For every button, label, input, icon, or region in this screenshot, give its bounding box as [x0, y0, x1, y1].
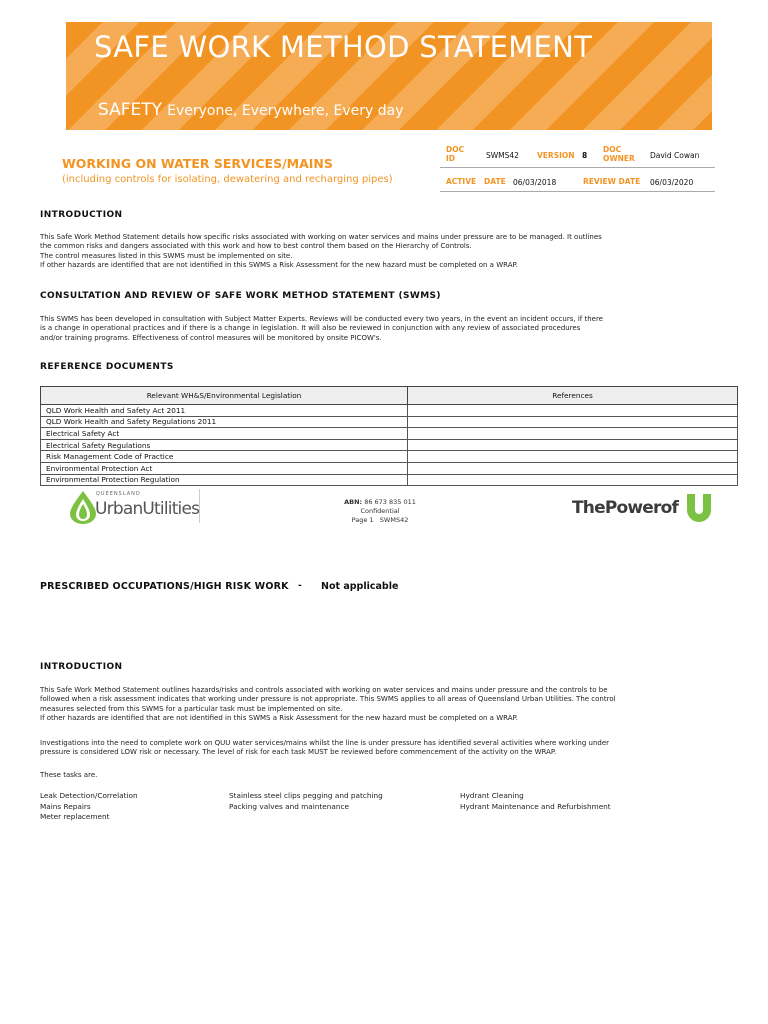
page-number: Page 1: [351, 516, 374, 524]
reference-cell: [408, 416, 738, 428]
intro-line: The control measures listed in this SWMS must be implemented on site.: [40, 251, 293, 260]
column-header-legislation: Relevant WH&S/Environmental Legislation: [41, 387, 408, 405]
page-line: [300, 516, 460, 524]
doc-owner-label: DOC OWNER: [603, 145, 635, 163]
logo-divider: [199, 489, 200, 523]
reference-cell: [408, 428, 738, 440]
table-row: [41, 474, 738, 486]
tasks-intro: These tasks are.: [40, 771, 98, 779]
u-letter: U: [699, 512, 700, 513]
doc-ref: SWMS42: [379, 516, 409, 524]
document-title: WORKING ON WATER SERVICES/MAINS: [62, 156, 333, 171]
intro2-line: followed when a risk assessment indicates that working under pressure is not appropriate. This SWMS applies to all areas of Queensland Urban Utilities. The control: [40, 695, 616, 704]
intro2-line: If other hazards are identified that are not identified in this SWMS a Risk Assessment for the new hazard must be completed on a WRAP.: [40, 713, 518, 722]
intro-line: This Safe Work Method Statement details how specific risks associated with working on water services and mains under pressure are to be managed. It outlines: [40, 233, 602, 241]
introduction-heading-2: INTRODUCTION: [40, 662, 123, 672]
intro2-line: measures selected from this SWMS for a particular task must be implemented on site.: [40, 704, 343, 713]
document-subtitle: (including controls for isolating, dewatering and recharging pipes): [62, 174, 393, 185]
tasks-column-3: [460, 791, 611, 812]
table-row: [41, 451, 738, 463]
power-text: ThePowerof: [572, 498, 679, 518]
tasks-column-2: [229, 791, 383, 812]
introduction-text-2: [40, 686, 730, 723]
table-row: [41, 439, 738, 451]
meta-divider: [440, 191, 715, 192]
reference-heading: REFERENCE DOCUMENTS: [40, 362, 174, 372]
prescribed-value: Not applicable: [321, 581, 399, 592]
consult-line: This SWMS has been developed in consultation with Subject Matter Experts. Reviews will be conducted every two years, in the event an incident occurs, if there: [40, 315, 603, 323]
legislation-cell: QLD Work Health and Safety Regulations 2011: [41, 416, 408, 428]
review-date-label: REVIEW DATE: [583, 177, 641, 186]
legislation-cell: Environmental Protection Act: [41, 462, 408, 474]
abn-line: [300, 498, 460, 506]
review-date-value: 06/03/2020: [650, 178, 694, 187]
consultation-heading: CONSULTATION AND REVIEW OF SAFE WORK METHOD STATEMENT (SWMS): [40, 291, 441, 301]
task-item: Leak Detection/Correlation: [40, 791, 138, 800]
active-label: ACTIVE: [446, 177, 477, 186]
urban-utilities-logo: [66, 487, 206, 527]
active-date-value: 06/03/2018: [513, 178, 557, 187]
table-row: [41, 462, 738, 474]
abn-label: ABN:: [344, 498, 363, 506]
reference-table: [40, 386, 738, 486]
table-row: [41, 416, 738, 428]
task-item: Stainless steel clips pegging and patching: [229, 791, 383, 800]
logo-big-text: UrbanUtilities: [95, 499, 200, 519]
task-item: Packing valves and maintenance: [229, 801, 349, 811]
consult-line: and/or training programs. Effectiveness of control measures will be monitored by onsite PICOW's.: [40, 333, 382, 342]
date-label: DATE: [484, 177, 506, 186]
reference-cell: [408, 405, 738, 417]
banner-title: SAFE WORK METHOD STATEMENT: [94, 30, 593, 64]
investigation-line: pressure is considered LOW risk or necessary. The level of risk for each task MUST be reviewed before commencement of the activity on the WRAP.: [40, 748, 557, 757]
tasks-column-1: [40, 791, 138, 823]
reference-cell: [408, 462, 738, 474]
consult-line: is a change in operational practices and if there is a change in legislation. It will also be reviewed in conjunction with any review of associated procedures: [40, 324, 581, 333]
logo-small-text: QUEENSLAND: [96, 491, 141, 497]
task-item: Meter replacement: [40, 812, 110, 821]
version-label: VERSION: [537, 151, 575, 160]
header-banner: [66, 22, 712, 130]
consultation-text: [40, 315, 730, 343]
introduction-heading: INTRODUCTION: [40, 210, 123, 220]
table-header-row: [41, 387, 738, 405]
u-icon: [683, 492, 715, 524]
safety-word: SAFETY: [98, 100, 163, 120]
abn-value: 86 673 835 011: [364, 498, 416, 506]
banner-tagline: [98, 100, 404, 120]
legislation-cell: Risk Management Code of Practice: [41, 451, 408, 463]
task-item: Hydrant Maintenance and Refurbishment: [460, 801, 611, 811]
doc-id-label: DOC ID: [446, 145, 465, 163]
confidential-text: Confidential: [360, 507, 400, 515]
intro-line: the common risks and dangers associated with this work and how to best control them based on the Hierarchy of Controls.: [40, 242, 472, 251]
column-header-references: References: [408, 387, 738, 405]
legislation-cell: Electrical Safety Regulations: [41, 439, 408, 451]
reference-cell: [408, 439, 738, 451]
tagline-text: Everyone, Everywhere, Every day: [167, 103, 404, 119]
reference-cell: [408, 451, 738, 463]
table-row: [41, 428, 738, 440]
power-of-u-logo: [572, 492, 715, 526]
legislation-cell: Environmental Protection Regulation: [41, 474, 408, 486]
doc-owner-value: David Cowan: [650, 151, 700, 160]
table-row: [41, 405, 738, 417]
intro-line: If other hazards are identified that are not identified in this SWMS a Risk Assessment for the new hazard must be completed on a WRAP.: [40, 260, 518, 269]
legislation-cell: Electrical Safety Act: [41, 428, 408, 440]
investigation-text: [40, 739, 730, 758]
introduction-text: [40, 233, 730, 270]
intro2-line: This Safe Work Method Statement outlines hazards/risks and controls associated with working on water services and mains under pressure and the controls to be: [40, 686, 608, 694]
task-item: Mains Repairs: [40, 801, 91, 811]
reference-cell: [408, 474, 738, 486]
prescribed-label: PRESCRIBED OCCUPATIONS/HIGH RISK WORK: [40, 581, 289, 592]
version-value: 8: [582, 151, 588, 160]
meta-divider: [440, 167, 715, 168]
legislation-cell: QLD Work Health and Safety Act 2011: [41, 405, 408, 417]
investigation-line: Investigations into the need to complete work on QUU water services/mains whilst the line is under pressure has identified several activities where working under: [40, 739, 610, 747]
prescribed-dash: -: [298, 581, 303, 591]
task-item: Hydrant Cleaning: [460, 791, 524, 800]
doc-id-value: SWMS42: [486, 151, 519, 160]
